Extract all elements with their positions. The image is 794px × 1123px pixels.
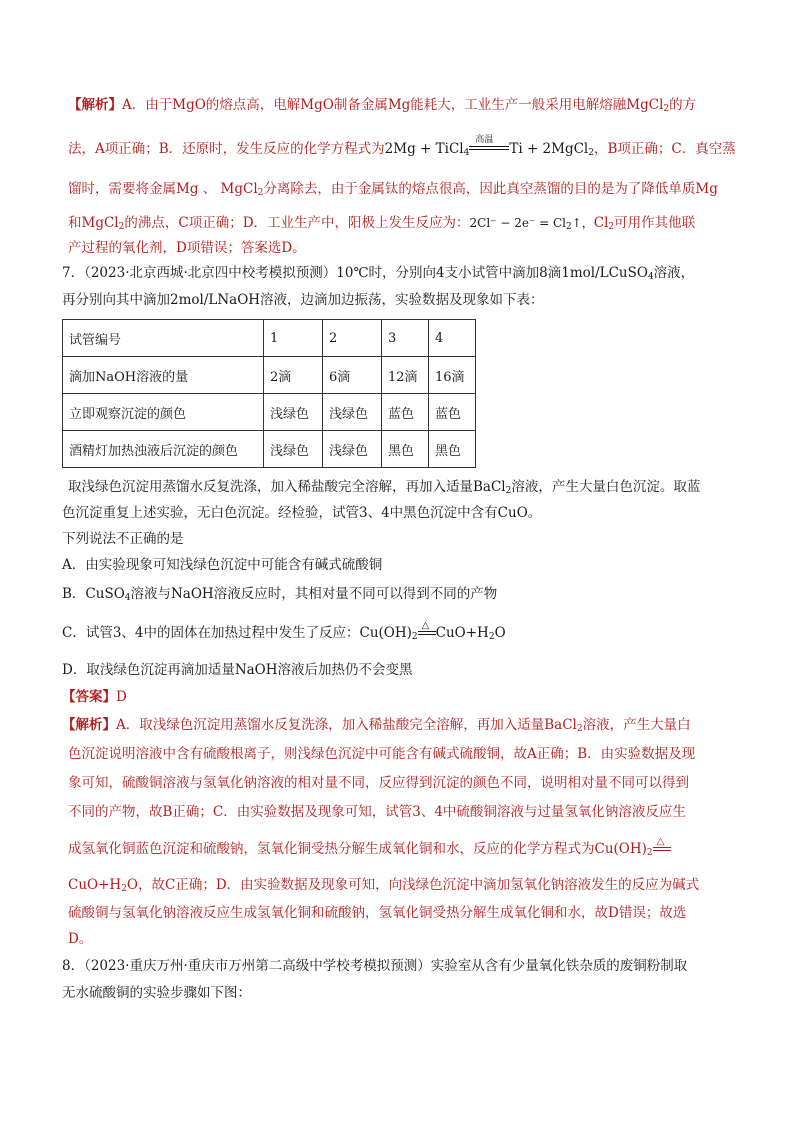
q7-option-d: D．取浅绿色沉淀再滴加适量NaOH溶液后加热仍不会变黑 xyxy=(62,662,413,678)
q8-stem-line-2: 无水硫酸铜的实验步骤如下图： xyxy=(62,985,251,1001)
table-row: 立即观察沉淀的颜色 浅绿色 浅绿色 蓝色 蓝色 xyxy=(63,394,476,431)
sec6-line-3: 馏时，需要将金属Mg 、 MgCl$_2$分离除去，由于金属钛的熔点很高，因此真空蒸馏的目的是为了降低单质Mg xyxy=(68,181,718,198)
q7-exp-4: 不同的产物，故B正确；C．由实验数据及现象可知，试管3、4中硫酸铜溶液与过量氢氧化钠溶液反应生 xyxy=(68,804,686,820)
q7-answer: 【答案】D xyxy=(62,689,127,705)
q7-exp-5: 成氢氧化铜蓝色沉淀和硫酸钠，氢氧化铜受热分解生成氧化铜和水，反应的化学方程式为$Cu(OH)_2$ △ xyxy=(68,839,671,858)
q7-stem-line-1: 7．（2023·北京西城·北京四中校考模拟预测）10℃时，分别向4支小试管中滴加8滴1mol/LCuSO$_4$溶液， xyxy=(62,265,695,282)
q7-exp-6: $CuO+H_2O$，故C正确；D．由实验数据及现象可知，向浅绿色沉淀中滴加氢氧化钠溶液发生的反应为碱式 xyxy=(68,877,700,894)
q7-para-2: 色沉淀重复上述实验，无白色沉淀。经检验，试管3、4中黑色沉淀中含有CuO。 xyxy=(62,505,542,521)
sec6-line-2: 法，A项正确；B．还原时，发生反应的化学方程式为2Mg + TiCl$_4$ 高温 Ti + 2MgCl$_2$，B项正确；C．真空蒸 xyxy=(68,135,736,158)
table-row: 滴加NaOH溶液的量 2滴 6滴 12滴 16滴 xyxy=(63,357,476,394)
sec6-line-5: 产过程的氧化剂，D项错误；答案选D。 xyxy=(68,240,306,256)
q7-stem-line-2: 再分别向其中滴加2mol/LNaOH溶液，边滴加边振荡，实验数据及现象如下表： xyxy=(62,292,544,308)
heating-arrow: △ xyxy=(418,623,436,639)
q7-option-c: C．试管3、4中的固体在加热过程中发生了反应：$Cu(OH)_2$ △ $CuO+H_2O$ xyxy=(62,620,506,642)
sec6-line-4: 和MgCl$_2$的沸点，C项正确；D．工业生产中，阳极上发生反应为：$2Cl^- - 2e^- = Cl_2↑$，$Cl_2$可用作其他联 xyxy=(68,215,696,232)
q7-option-b: B．CuSO$_4$溶液与NaOH溶液反应时，其相对量不同可以得到不同的产物 xyxy=(62,586,498,603)
heating-arrow: △ xyxy=(653,839,671,855)
q7-exp-7: 硫酸铜与氢氧化钠溶液反应生成氢氧化铜和硫酸钠，氢氧化铜受热分解生成氧化铜和水，故D错误；故选 xyxy=(68,905,687,921)
table-row: 酒精灯加热浊液后沉淀的颜色 浅绿色 浅绿色 黑色 黑色 xyxy=(63,431,476,468)
experiment-table xyxy=(62,319,476,468)
q7-prompt: 下列说法不正确的是 xyxy=(62,531,184,547)
q8-stem-line-1: 8．（2023·重庆万州·重庆市万州第二高级中学校考模拟预测）实验室从含有少量氧化铁杂质的废铜粉制取 xyxy=(62,958,688,974)
table-row: 试管编号 1 2 3 4 xyxy=(63,320,476,357)
q7-para-1: 取浅绿色沉淀用蒸馏水反复洗涤，加入稀盐酸完全溶解，再加入适量BaCl$_2$溶液，产生大量白色沉淀。取蓝 xyxy=(68,479,701,496)
q7-exp-8: D。 xyxy=(68,931,93,947)
equation-reduction: 2Mg + TiCl$_4$ 高温 Ti + 2MgCl$_2$ xyxy=(384,135,594,158)
reaction-arrow-high-temp: 高温 xyxy=(469,139,509,155)
q7-exp-2: 色沉淀说明溶液中含有硫酸根离子，则浅绿色沉淀中可能含有碱式硫酸铜，故A正确；B．由实验数据及现 xyxy=(68,746,696,762)
q7-option-a: A．由实验现象可知浅绿色沉淀中可能含有碱式硫酸铜 xyxy=(62,557,383,573)
analysis-tag: 【解析】 xyxy=(68,97,122,113)
sec6-line-1: 【解析】A．由于MgO的熔点高，电解MgO制备金属Mg能耗大，工业生产一般采用电解熔融MgCl$_2$的方 xyxy=(68,97,697,114)
q7-exp-1: 【解析】A．取浅绿色沉淀用蒸馏水反复洗涤，加入稀盐酸完全溶解，再加入适量BaCl$_2$溶液，产生大量白 xyxy=(62,717,691,734)
q7-exp-3: 象可知，硫酸铜溶液与氢氧化钠溶液的相对量不同，反应得到沉淀的颜色不同，说明相对量不同可以得到 xyxy=(68,775,689,791)
